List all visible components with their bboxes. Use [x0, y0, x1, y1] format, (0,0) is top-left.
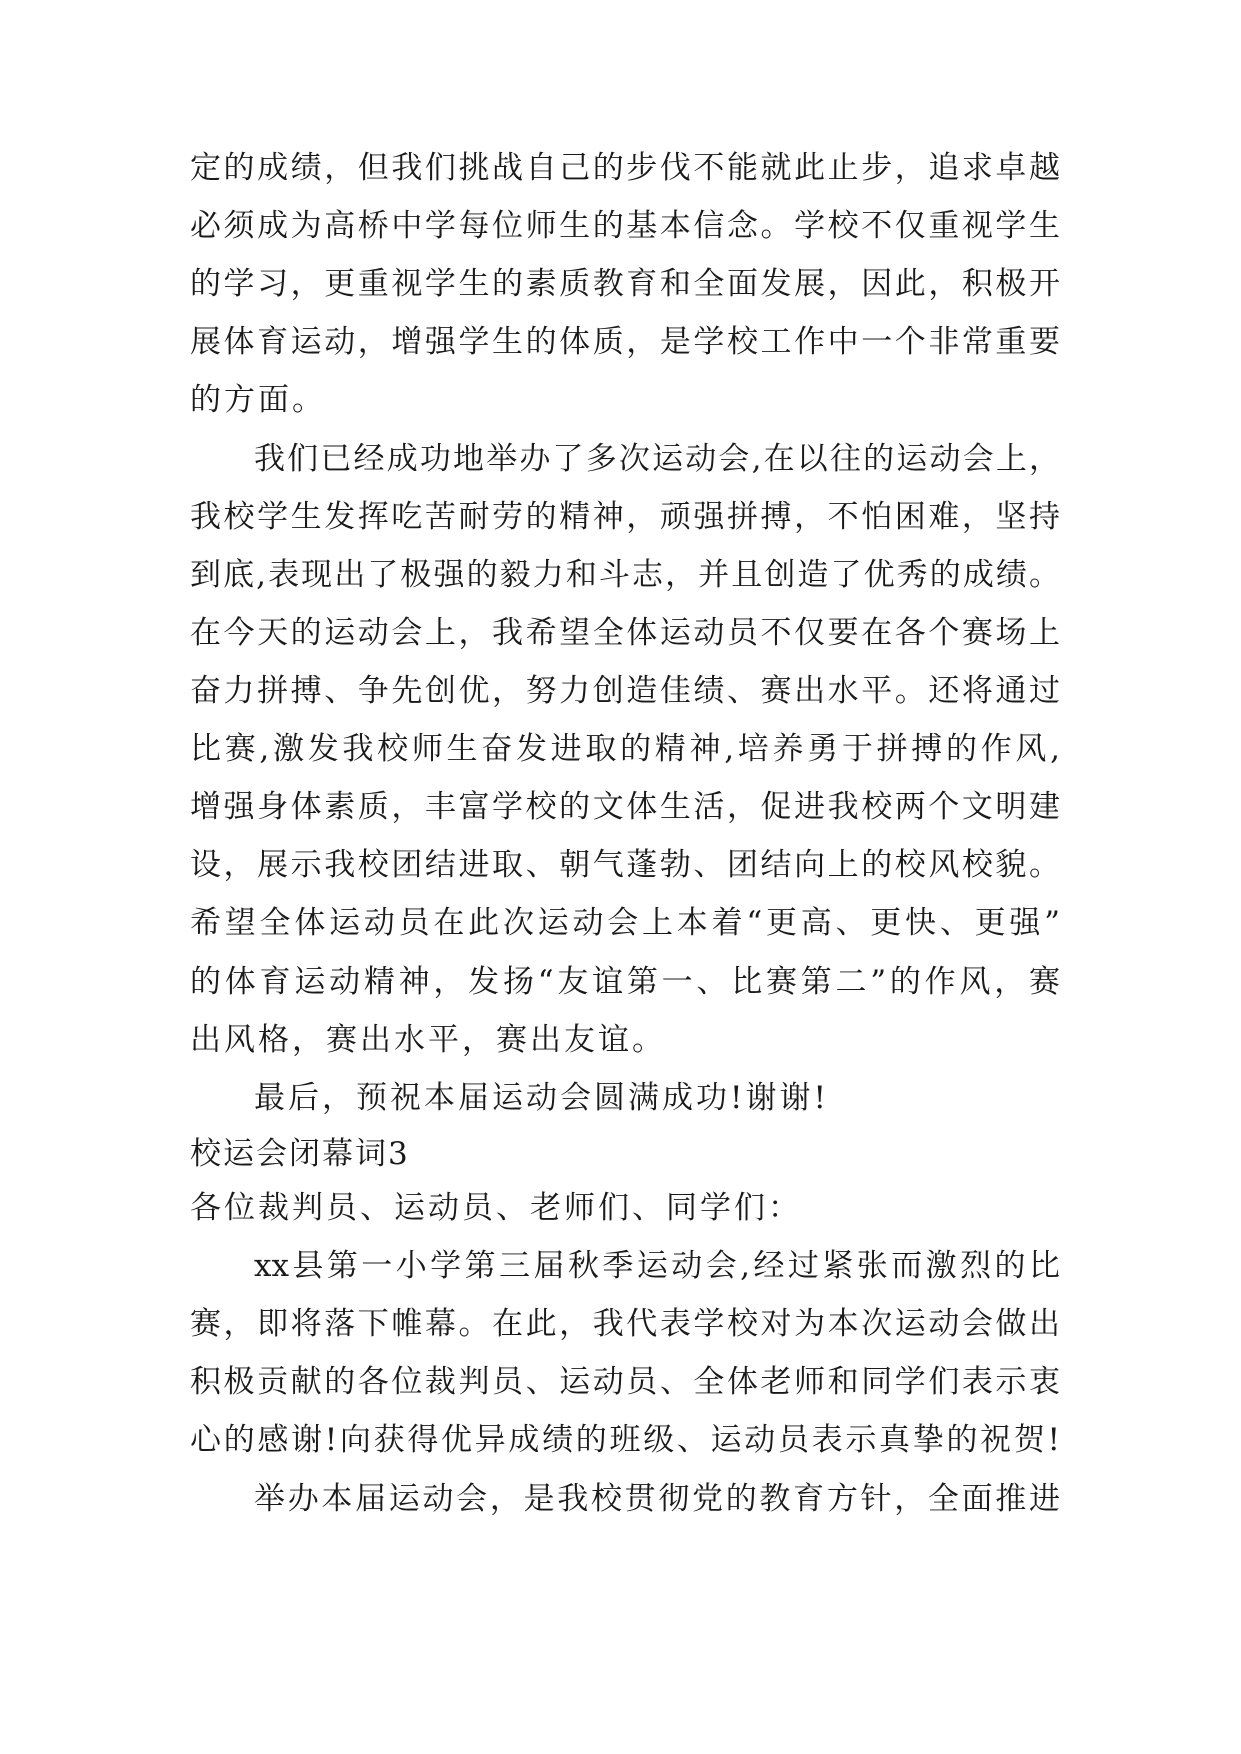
paragraph-line: 定的成绩，但我们挑战自己的步伐不能就此止步，追求卓越 — [190, 150, 1060, 186]
paragraph-line: 的学习，更重视学生的素质教育和全面发展，因此，积极开 — [190, 266, 1060, 302]
paragraph-line: 出风格，赛出水平，赛出友谊。 — [190, 1022, 666, 1058]
salutation-line: 各位裁判员、运动员、老师们、同学们： — [190, 1190, 802, 1226]
paragraph-line: 展体育运动，增强学生的体质，是学校工作中一个非常重要 — [190, 324, 1060, 360]
paragraph-line: xx县第一小学第三届秋季运动会,经过紧张而激烈的比 — [254, 1248, 1060, 1284]
paragraph-line: 比赛,激发我校师生奋发进取的精神,培养勇于拼搏的作风, — [190, 731, 1060, 767]
paragraph-line: 心的感谢!向获得优异成绩的班级、运动员表示真挚的祝贺! — [190, 1422, 1060, 1458]
paragraph-line: 最后，预祝本届运动会圆满成功!谢谢! — [254, 1080, 829, 1116]
paragraph-line: 赛，即将落下帷幕。在此，我代表学校对为本次运动会做出 — [190, 1306, 1060, 1342]
paragraph-line: 设，展示我校团结进取、朝气蓬勃、团结向上的校风校貌。 — [190, 847, 1060, 883]
paragraph-line: 增强身体素质，丰富学校的文体生活，促进我校两个文明建 — [190, 789, 1060, 825]
paragraph-line: 希望全体运动员在此次运动会上本着“更高、更快、更强” — [190, 905, 1060, 941]
paragraph-line: 在今天的运动会上，我希望全体运动员不仅要在各个赛场上 — [190, 615, 1060, 651]
paragraph-line: 的体育运动精神，发扬“友谊第一、比赛第二”的作风，赛 — [190, 964, 1060, 1000]
paragraph-line: 我校学生发挥吃苦耐劳的精神，顽强拼搏，不怕困难，坚持 — [190, 499, 1060, 535]
paragraph-line: 举办本届运动会，是我校贯彻党的教育方针，全面推进 — [254, 1481, 1060, 1517]
section-heading: 校运会闭幕词3 — [190, 1136, 410, 1172]
paragraph-line: 积极贡献的各位裁判员、运动员、全体老师和同学们表示衷 — [190, 1364, 1060, 1400]
paragraph-line: 的方面。 — [190, 382, 326, 418]
paragraph-line: 奋力拼搏、争先创优，努力创造佳绩、赛出水平。还将通过 — [190, 673, 1060, 709]
paragraph-line: 必须成为高桥中学每位师生的基本信念。学校不仅重视学生 — [190, 208, 1060, 244]
paragraph-line: 我们已经成功地举办了多次运动会,在以往的运动会上， — [254, 441, 1060, 477]
paragraph-line: 到底,表现出了极强的毅力和斗志，并且创造了优秀的成绩。 — [190, 557, 1060, 593]
